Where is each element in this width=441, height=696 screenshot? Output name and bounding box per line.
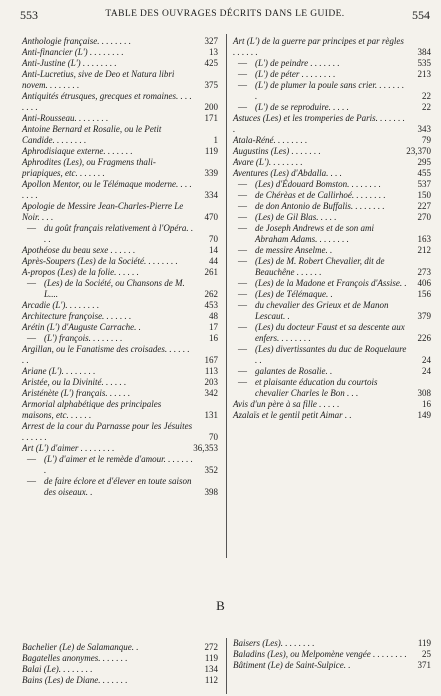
entry-title: Azalaïs et le gentil petit Aimar . . xyxy=(233,410,352,420)
index-entry xyxy=(22,333,218,344)
entry-title: Avis d'un père à sa fille . . . . . xyxy=(233,399,340,409)
entry-page-number: 167 xyxy=(204,355,218,365)
entry-page-number: 13 xyxy=(209,47,218,57)
entry-title: (Les) de la Société, ou Chansons de M. L.... xyxy=(44,278,185,299)
entry-page-number: 352 xyxy=(204,465,218,475)
entry-page-number: 535 xyxy=(417,58,431,68)
entry-title: Anti-Rousseau. . . . . . . . xyxy=(22,113,109,123)
entry-title: Apothéose du beau sexe . . . . . . xyxy=(22,245,136,255)
entry-title: Bachelier (Le) de Salamanque. . xyxy=(22,642,139,652)
running-title: TABLE DES OUVRAGES DÉCRITS DANS LE GUIDE. xyxy=(105,9,345,19)
ditto-dash: — xyxy=(238,223,247,233)
index-entry xyxy=(233,377,431,399)
index-entry xyxy=(233,179,431,190)
entry-page-number: 227 xyxy=(417,201,431,211)
entry-title: (Les) divertissantes du duc de Roquelaure . . xyxy=(255,344,407,365)
entry-page-number: 379 xyxy=(417,311,431,321)
entry-page-number: 22 xyxy=(422,102,431,112)
index-entry xyxy=(233,223,431,245)
ditto-dash: — xyxy=(238,322,247,332)
right-page-number: 554 xyxy=(412,8,430,22)
index-column-bottom-right xyxy=(233,638,431,671)
ditto-dash: — xyxy=(27,454,36,464)
entry-page-number: 48 xyxy=(209,311,218,321)
entry-page-number: 150 xyxy=(417,190,431,200)
entry-page-number: 453 xyxy=(204,300,218,310)
entry-page-number: 203 xyxy=(204,377,218,387)
index-entry xyxy=(22,278,218,300)
index-entry xyxy=(233,660,431,671)
entry-title: Aristée, ou la Divinité. . . . . . xyxy=(22,377,127,387)
entry-title: et plaisante éducation du courtois chevalier Charles le Bon . . . xyxy=(255,377,378,398)
entry-title: (Les) de Gil Blas. . . . . xyxy=(255,212,337,222)
entry-page-number: 24 xyxy=(422,366,431,376)
index-entry xyxy=(22,47,218,58)
entry-page-number: 343 xyxy=(417,124,431,134)
entry-title: Astuces (Les) et les tromperies de Paris. . . . . . . . xyxy=(233,113,405,134)
index-entry xyxy=(22,146,218,157)
entry-page-number: 70 xyxy=(209,234,218,244)
ditto-dash: — xyxy=(238,300,247,310)
entry-page-number: 212 xyxy=(417,245,431,255)
entry-title: (L') de péter . . . . . . . . xyxy=(255,69,336,79)
entry-page-number: 119 xyxy=(204,146,218,156)
index-entry xyxy=(233,190,431,201)
entry-title: (Les) d'Édouard Bomston. . . . . . . . xyxy=(255,179,381,189)
entry-page-number: 375 xyxy=(204,80,218,90)
ditto-dash: — xyxy=(238,80,247,90)
entry-title: A-propos (Les) de la folie. . . . . . xyxy=(22,267,139,277)
ditto-dash: — xyxy=(27,333,36,343)
index-entry xyxy=(22,322,218,333)
ditto-dash: — xyxy=(238,212,247,222)
index-entry xyxy=(233,146,431,157)
entry-page-number: 14 xyxy=(209,245,218,255)
left-page-number: 553 xyxy=(20,8,38,22)
entry-page-number: 1 xyxy=(213,135,218,145)
ditto-dash: — xyxy=(238,289,247,299)
ditto-dash: — xyxy=(238,190,247,200)
entry-page-number: 537 xyxy=(417,179,431,189)
index-entry xyxy=(22,454,218,476)
index-entry xyxy=(233,36,431,58)
entry-title: de faire éclore et d'élever en toute saison des oiseaux. . xyxy=(44,476,192,497)
index-entry xyxy=(22,256,218,267)
entry-title: du goût français relativement à l'Opéra. . . . xyxy=(44,223,194,244)
entry-title: Aventures (Les) d'Abdalla. . . . xyxy=(233,168,342,178)
entry-page-number: 273 xyxy=(417,267,431,277)
entry-title: Aphrodisiaque externe. . . . . . . xyxy=(22,146,133,156)
entry-title: Après-Soupers (Les) de la Société. . . . . . . . xyxy=(22,256,178,266)
entry-title: Argillan, ou le Fanatisme des croisades. . . . . . . . xyxy=(22,344,190,365)
index-entry xyxy=(233,638,431,649)
index-entry xyxy=(233,366,431,377)
index-entry xyxy=(22,58,218,69)
entry-page-number: 308 xyxy=(417,388,431,398)
entry-page-number: 339 xyxy=(204,168,218,178)
index-entry xyxy=(233,69,431,80)
index-entry xyxy=(22,245,218,256)
index-entry xyxy=(22,388,218,399)
entry-page-number: 200 xyxy=(204,102,218,112)
index-entry xyxy=(22,642,218,653)
index-entry xyxy=(233,168,431,179)
entry-page-number: 163 xyxy=(417,234,431,244)
entry-page-number: 384 xyxy=(417,47,431,57)
ditto-dash: — xyxy=(238,201,247,211)
entry-page-number: 17 xyxy=(209,322,218,332)
index-entry xyxy=(22,267,218,278)
index-entry xyxy=(22,36,218,47)
index-entry xyxy=(22,476,218,498)
ditto-dash: — xyxy=(238,377,247,387)
ditto-dash: — xyxy=(238,245,247,255)
entry-page-number: 295 xyxy=(417,157,431,167)
entry-title: Art (L') de la guerre par principes et par règles . . . . . . xyxy=(233,36,404,57)
index-entry xyxy=(22,664,218,675)
index-column-left xyxy=(22,36,218,498)
index-entry xyxy=(233,102,431,113)
entry-title: Bagatelles anonymes. . . . . . . xyxy=(22,653,128,663)
entry-title: Arrest de la cour du Parnasse pour les Jésuites . . . . . . xyxy=(22,421,193,442)
ditto-dash: — xyxy=(238,179,247,189)
ditto-dash: — xyxy=(238,58,247,68)
index-entry xyxy=(22,157,218,179)
index-entry xyxy=(233,300,431,322)
index-entry xyxy=(233,113,431,135)
entry-title: Bains (Les) de Diane. . . . . . . xyxy=(22,675,128,685)
entry-title: Apollon Mentor, ou le Télémaque moderne. . . . . . . . xyxy=(22,179,192,200)
entry-page-number: 24 xyxy=(422,355,431,365)
entry-title: Anti-Justine (L') . . . . . . . . xyxy=(22,58,117,68)
index-entry xyxy=(22,675,218,686)
column-divider xyxy=(226,34,227,558)
index-entry xyxy=(22,653,218,664)
entry-page-number: 272 xyxy=(204,642,218,652)
entry-page-number: 226 xyxy=(417,333,431,343)
entry-title: Aristénète (L') français. . . . . . xyxy=(22,388,131,398)
entry-page-number: 113 xyxy=(204,366,218,376)
entry-page-number: 70 xyxy=(209,432,218,442)
entry-title: (Les) de M. Robert Chevalier, dit de Beauchêne . . . . . . xyxy=(255,256,385,277)
entry-title: (Les) de la Madone et François d'Assise. . xyxy=(255,278,407,288)
column-divider-bottom xyxy=(226,638,227,694)
entry-page-number: 171 xyxy=(204,113,218,123)
index-entry xyxy=(22,399,218,421)
entry-page-number: 112 xyxy=(204,675,218,685)
entry-title: Balai (Le). . . . . . . . xyxy=(22,664,93,674)
index-entry xyxy=(233,410,431,421)
entry-page-number: 36,353 xyxy=(193,443,218,453)
entry-title: Antoine Bernard et Rosalie, ou le Petit Candide. . . . . . . . xyxy=(22,124,162,145)
entry-title: (L') d'aimer et le remède d'amour. . . . . . . . xyxy=(44,454,193,475)
entry-title: de Joseph Andrews et de son ami Abraham Adams. . . . . . . . xyxy=(255,223,374,244)
index-entry xyxy=(233,201,431,212)
index-entry xyxy=(233,212,431,223)
entry-page-number: 22 xyxy=(422,91,431,101)
entry-page-number: 79 xyxy=(422,135,431,145)
entry-title: Armorial alphabétique des principales maisons, etc. . . . . . xyxy=(22,399,162,420)
entry-title: Arétin (L') d'Auguste Carrache. . xyxy=(22,322,141,332)
index-entry xyxy=(22,179,218,201)
entry-title: Aphrodites (Les), ou Fragmens thali-priapiques, etc. . . . . . . xyxy=(22,157,156,178)
index-entry xyxy=(233,157,431,168)
entry-title: Apologie de Messire Jean-Charles-Pierre Le Noir. . . . xyxy=(22,201,184,222)
entry-title: (L') françois. . . . . . . . xyxy=(44,333,123,343)
entry-title: Atala-Réné. . . . . . . . xyxy=(233,135,308,145)
ditto-dash: — xyxy=(27,223,36,233)
entry-page-number: 327 xyxy=(204,36,218,46)
entry-page-number: 23,370 xyxy=(406,146,431,156)
entry-page-number: 270 xyxy=(417,212,431,222)
entry-title: (Les) de Télémaque. . xyxy=(255,289,333,299)
index-entry xyxy=(233,135,431,146)
entry-title: Anti-financier (L') . . . . . . . . xyxy=(22,47,124,57)
ditto-dash: — xyxy=(27,278,36,288)
index-entry xyxy=(233,256,431,278)
entry-title: Baisers (Les). . . . . . . . xyxy=(233,638,315,648)
index-entry xyxy=(22,69,218,91)
entry-page-number: 134 xyxy=(204,664,218,674)
ditto-dash: — xyxy=(238,102,247,112)
entry-page-number: 131 xyxy=(204,410,218,420)
entry-title: de don Antonio de Buffalis. . . . . . . . xyxy=(255,201,385,211)
index-entry xyxy=(233,245,431,256)
entry-title: Art (L') d'aimer . . . . . . . . xyxy=(22,443,115,453)
index-entry xyxy=(22,366,218,377)
entry-title: (L') de plumer la poule sans crier. . . . . . . . xyxy=(255,80,405,101)
entry-title: Ariane (L'). . . . . . . . xyxy=(22,366,96,376)
index-entry xyxy=(233,344,431,366)
entry-title: Anti-Lucretius, sive de Deo et Natura libri novem. . . . . . . . xyxy=(22,69,175,90)
entry-page-number: 262 xyxy=(204,289,218,299)
entry-title: Augustins (Les) . . . . . . . xyxy=(233,146,321,156)
index-entry xyxy=(233,649,431,660)
entry-title: galantes de Rosalie. . xyxy=(255,366,333,376)
entry-page-number: 16 xyxy=(209,333,218,343)
index-entry xyxy=(233,289,431,300)
index-entry xyxy=(233,80,431,102)
ditto-dash: — xyxy=(238,366,247,376)
entry-page-number: 342 xyxy=(204,388,218,398)
entry-title: (L') de se reproduire. . . . . xyxy=(255,102,349,112)
entry-page-number: 16 xyxy=(422,399,431,409)
entry-page-number: 25 xyxy=(422,649,431,659)
entry-title: (Les) du docteur Faust et sa descente aux enfers. . . . . . . . xyxy=(255,322,405,343)
section-letter: B xyxy=(216,598,225,613)
ditto-dash: — xyxy=(238,69,247,79)
index-entry xyxy=(233,399,431,410)
entry-page-number: 149 xyxy=(417,410,431,420)
entry-title: Architecture françoise. . . . . . . xyxy=(22,311,132,321)
index-entry xyxy=(233,58,431,69)
ditto-dash: — xyxy=(238,256,247,266)
entry-page-number: 455 xyxy=(417,168,431,178)
entry-title: Antiquités étrusques, grecques et romaines. . . . . . . . xyxy=(22,91,192,112)
entry-page-number: 470 xyxy=(204,212,218,222)
ditto-dash: — xyxy=(27,476,36,486)
entry-title: Anthologie française. . . . . . . . xyxy=(22,36,131,46)
entry-title: Bâtiment (Le) de Saint-Sulpice. . xyxy=(233,660,351,670)
index-entry xyxy=(22,300,218,311)
entry-title: du chevalier des Grieux et de Manon Lescaut. . xyxy=(255,300,389,321)
entry-page-number: 425 xyxy=(204,58,218,68)
entry-title: Arcadie (L'). . . . . . . . xyxy=(22,300,100,310)
entry-title: de Chérèas et de Callirhoé. . . . . . . . xyxy=(255,190,386,200)
entry-title: Baladins (Les), ou Melpomène vengée . . . . . . . . xyxy=(233,649,407,659)
entry-page-number: 261 xyxy=(204,267,218,277)
index-entry xyxy=(22,124,218,146)
index-entry xyxy=(22,91,218,113)
index-entry xyxy=(22,223,218,245)
ditto-dash: — xyxy=(238,344,247,354)
index-entry xyxy=(233,322,431,344)
page-header xyxy=(20,8,430,24)
index-entry xyxy=(22,421,218,443)
ditto-dash: — xyxy=(238,278,247,288)
index-column-bottom-left xyxy=(22,642,218,686)
index-entry xyxy=(22,201,218,223)
entry-page-number: 119 xyxy=(204,653,218,663)
entry-page-number: 406 xyxy=(417,278,431,288)
index-entry xyxy=(22,113,218,124)
entry-page-number: 119 xyxy=(417,638,431,648)
index-entry xyxy=(22,311,218,322)
index-entry xyxy=(22,344,218,366)
entry-page-number: 156 xyxy=(417,289,431,299)
entry-page-number: 398 xyxy=(204,487,218,497)
entry-page-number: 334 xyxy=(204,190,218,200)
entry-page-number: 371 xyxy=(417,660,431,670)
entry-title: (L') de peindre . . . . . . . xyxy=(255,58,340,68)
entry-title: de messire Anselme. . xyxy=(255,245,333,255)
entry-page-number: 213 xyxy=(417,69,431,79)
entry-page-number: 44 xyxy=(209,256,218,266)
index-entry xyxy=(22,443,218,454)
entry-title: Avare (L'). . . . . . . . xyxy=(233,157,303,167)
index-column-right xyxy=(233,36,431,421)
index-entry xyxy=(22,377,218,388)
index-entry xyxy=(233,278,431,289)
